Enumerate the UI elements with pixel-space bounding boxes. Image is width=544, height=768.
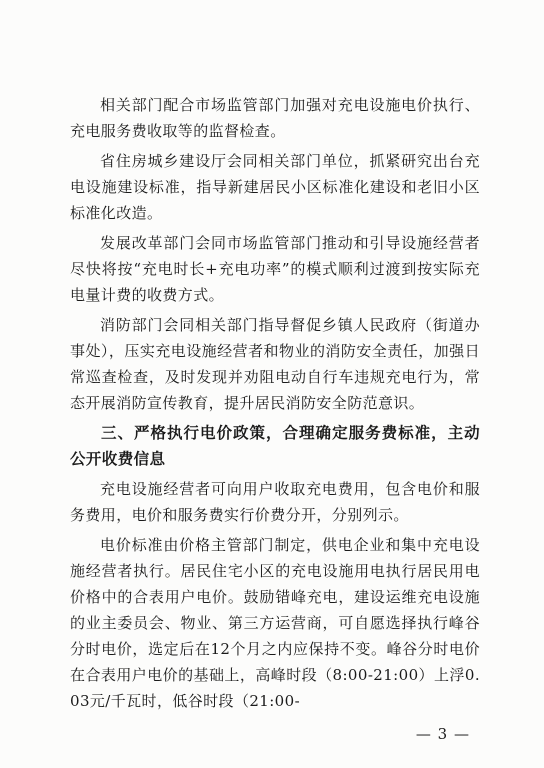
paragraph-charging-fees: 充电设施经营者可向用户收取充电费用，包含电价和服务费用，电价和服务费实行价费分开，分别列示。 — [70, 480, 480, 524]
document-body — [70, 92, 480, 718]
paragraph-electricity-price-standard: 电价标准由价格主管部门制定，供电企业和集中充电设施经营者执行。居民住宅小区的充电设施用电执行居民用电价格中的合表用户电价。鼓励错峰充电，建设运维充电设施的业主委员会、物业、第三方运营商，可自愿选择执行峰谷分时电价，选定后在12个月之内应保持不变。峰谷分时电价在合表用户电价的基础上，高峰时段（8:00-21:00）上浮0.03元/千瓦时，低谷时段（21:00- — [70, 536, 480, 710]
page-number: — 3 — — [415, 725, 470, 743]
paragraph-market-supervision: 相关部门配合市场监管部门加强对充电设施电价执行、充电服务费收取等的监督检查。 — [70, 96, 480, 140]
section-heading-pricing-policy: 三、严格执行电价政策，合理确定服务费标准，主动公开收费信息 — [70, 424, 480, 468]
paragraph-development-reform: 发展改革部门会同市场监管部门推动和引导设施经营者尽快将按“充电时长+充电功率”的模式顺利过渡到按实际充电量计费的收费方式。 — [70, 234, 480, 304]
paragraph-fire-safety: 消防部门会同相关部门指导督促乡镇人民政府（街道办事处），压实充电设施经营者和物业的消防安全责任，加强日常巡查检查，及时发现并劝阻电动自行车违规充电行为，常态开展消防宣传教育，提升居民消防安全防范意识。 — [70, 316, 480, 412]
paragraph-housing-construction: 省住房城乡建设厅会同相关部门单位，抓紧研究出台充电设施建设标准，指导新建居民小区标准化建设和老旧小区标准化改造。 — [70, 152, 480, 222]
